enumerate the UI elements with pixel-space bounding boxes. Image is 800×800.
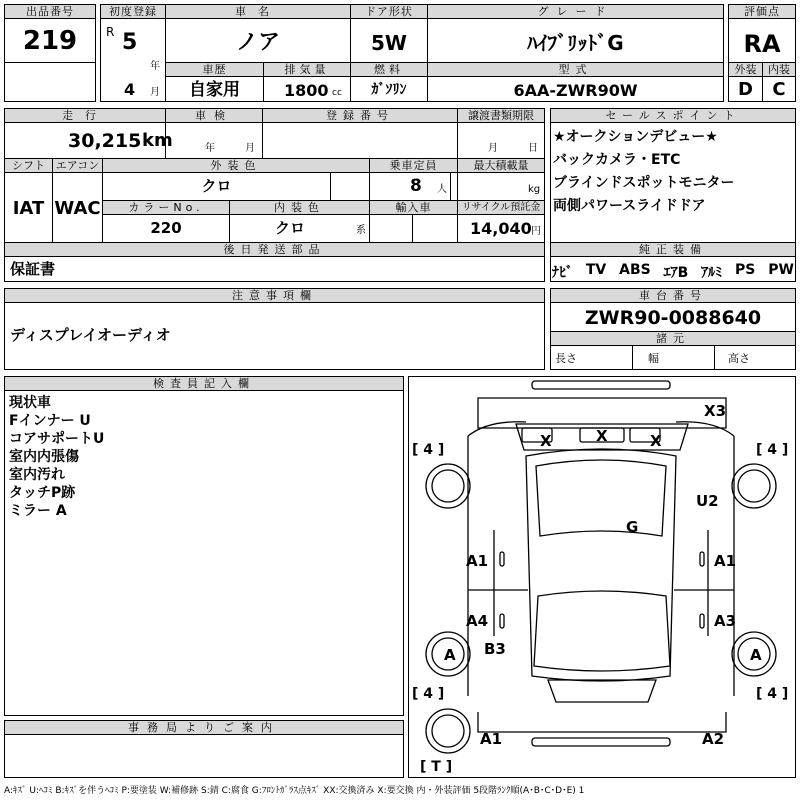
color-no: 220 — [150, 219, 182, 237]
inspector-line: コアサポートU — [9, 431, 105, 447]
transfer-day-unit: 日 — [528, 143, 538, 154]
rear-glass — [548, 680, 656, 702]
grade-label: グレード — [428, 5, 723, 18]
width-label: 幅 — [648, 352, 659, 365]
spec-label: 諸元 — [551, 332, 795, 345]
mark-left-front-door: A1 — [466, 552, 489, 570]
equipment-item: ｱﾙﾐ — [701, 265, 723, 281]
mark-right-rear-wheel: A — [750, 646, 762, 664]
km-unit: km — [142, 130, 173, 151]
reg-year: 5 — [122, 30, 138, 55]
tire-fr: [ 4 ] — [756, 442, 789, 458]
car-name-label: 車名 — [166, 5, 350, 18]
mark-roof: G — [626, 518, 639, 536]
recycle-label: リサイクル預託金 — [458, 201, 544, 214]
roof-outline — [526, 449, 676, 681]
mark-left-rear-quarter: B3 — [484, 640, 506, 658]
era: R — [106, 25, 115, 39]
tire-spare: [ T ] — [420, 759, 453, 775]
model-label: 型式 — [428, 63, 723, 76]
inspector-line: ミラー A — [9, 503, 67, 519]
office-label: 事務局よりご案内 — [5, 721, 403, 734]
mark-rear-right: A2 — [702, 730, 725, 748]
notes-text: ディスプレイオーディオ — [10, 326, 171, 344]
inspector-line: タッチP跡 — [9, 485, 76, 501]
equipment-label: 純正装備 — [551, 243, 795, 256]
tire-rr: [ 4 ] — [756, 686, 789, 702]
notes-label: 注意事項欄 — [5, 289, 544, 302]
mark-top-right: X3 — [704, 402, 727, 420]
color-label: 外装色 — [103, 159, 369, 172]
body-sides — [468, 436, 737, 696]
capacity: 8 — [410, 176, 422, 196]
color-no-label: カラーNo. — [103, 201, 229, 214]
mileage-label: 走行 — [5, 109, 165, 122]
reg-label: 初度登録 — [101, 5, 165, 18]
ac-label: エアコン — [53, 159, 102, 172]
equipment-item: ﾅﾋﾞ — [552, 265, 573, 281]
chassis-label: 車台番号 — [551, 289, 795, 302]
inspector-label: 検査員記入欄 — [5, 377, 403, 390]
mark-right-rear-door: A3 — [714, 612, 737, 630]
score-label: 評価点 — [729, 5, 795, 18]
insp-year-unit: 年 — [205, 143, 215, 154]
rear-bumper — [478, 712, 726, 732]
fuel: ｶﾞｿﾘﾝ — [371, 82, 407, 98]
cc-unit: cc — [332, 88, 342, 98]
ac: WAC — [54, 198, 101, 219]
reg-month: 4 — [124, 80, 136, 99]
int-grade-label: 内装 — [763, 63, 795, 76]
inspection-label: 車検 — [166, 109, 262, 122]
recycle: 14,040 — [470, 219, 532, 238]
kei-unit: 系 — [356, 225, 366, 236]
tire-fl: [ 4 ] — [412, 442, 445, 458]
height-label: 高さ — [728, 352, 750, 365]
equipment-item: ABS — [619, 262, 651, 278]
equipment-list — [552, 262, 794, 282]
sales-line: ブラインドスポットモニター — [553, 175, 735, 191]
sales-line: 両側パワースライドドア — [553, 198, 706, 214]
lot-no: 219 — [22, 26, 78, 56]
equipment-item: PW — [768, 262, 794, 278]
equipment-item: ｴｱB — [663, 265, 689, 281]
tire-rl: [ 4 ] — [412, 686, 445, 702]
sales-line: ★オークションデビュー★ — [553, 129, 718, 145]
equipment-item: TV — [585, 262, 607, 278]
load-label: 最大積載量 — [458, 159, 544, 172]
shift: IAT — [12, 198, 45, 219]
mark-right-front-door: A1 — [714, 552, 737, 570]
history: 自家用 — [189, 80, 240, 100]
plate-label: 登録番号 — [263, 109, 457, 122]
import-label: 輸入車 — [370, 201, 457, 214]
car-diagram — [408, 376, 796, 778]
later-parts: 保証書 — [10, 260, 56, 278]
mark-ws-left: X — [540, 432, 552, 450]
inspector-line: 室内汚れ — [9, 467, 65, 483]
equipment-item: PS — [735, 262, 756, 278]
front-top-bar — [532, 381, 670, 389]
grade: ﾊｲﾌﾞﾘｯﾄﾞG — [527, 31, 624, 55]
roof-front — [536, 460, 666, 536]
mark-left-rear-wheel: A — [444, 646, 456, 664]
int-grade: C — [772, 79, 786, 100]
person-unit: 人 — [437, 184, 447, 195]
later-parts-label: 後日発送部品 — [5, 243, 544, 256]
lot-no-label: 出品番号 — [5, 5, 95, 19]
int-color: クロ — [274, 219, 305, 237]
rear-bottom-bar — [532, 738, 670, 746]
kg-unit: kg — [528, 184, 541, 195]
car-name: ノア — [235, 30, 280, 55]
mark-ws-right: X — [650, 432, 662, 450]
sales-line: バックカメラ・ETC — [553, 152, 681, 168]
yen-unit: 円 — [531, 226, 541, 237]
legend: A:ｷｽﾞ U:ﾍｺﾐ B:ｷｽﾞを伴うﾍｺﾐ P:要塗装 W:補修跡 S:錆 C:腐食 G:ﾌﾛﾝﾄｶﾞﾗｽ点ｷｽﾞ XX:交換済み X:要交換 内・外装評価 5段階ﾗﾝｸ順(A･B･C･D･E) 1 — [4, 786, 585, 796]
mark-left-rear-door: A4 — [466, 612, 489, 630]
transfer-label: 譲渡書類期限 — [458, 109, 544, 122]
door-label: ドア形状 — [351, 5, 427, 18]
displacement-label: 排気量 — [264, 63, 350, 76]
inspector-line: Fインナー U — [9, 413, 91, 429]
insp-month-unit: 月 — [245, 143, 255, 154]
door: 5W — [371, 31, 407, 55]
sales-label: セールスポイント — [551, 109, 795, 122]
ext-grade-label: 外装 — [729, 63, 762, 76]
mark-ws-center: X — [596, 427, 608, 445]
history-label: 車歴 — [166, 63, 263, 76]
mark-rear-left: A1 — [480, 730, 503, 748]
transfer-month-unit: 月 — [488, 143, 498, 154]
length-label: 長さ — [555, 352, 577, 365]
inspector-line: 室内内張傷 — [9, 449, 79, 465]
year-unit: 年 — [150, 61, 160, 72]
int-color-label: 内装色 — [230, 201, 369, 214]
capacity-label: 乗車定員 — [370, 159, 457, 172]
mark-right-front: U2 — [696, 492, 719, 510]
roof-rear — [534, 591, 670, 671]
inspector-line: 現状車 — [9, 395, 51, 411]
model-code: 6AA-ZWR90W — [513, 81, 638, 100]
mileage: 30,215 — [68, 130, 142, 152]
fuel-label: 燃料 — [351, 63, 427, 76]
displacement: 1800 — [284, 81, 329, 100]
month-unit: 月 — [150, 87, 160, 98]
ext-grade: D — [738, 79, 753, 100]
score: RA — [743, 30, 781, 58]
chassis-number: ZWR90-0088640 — [584, 307, 762, 329]
shift-label: シフト — [5, 159, 52, 172]
side-doors — [494, 530, 708, 636]
color: クロ — [201, 177, 232, 195]
